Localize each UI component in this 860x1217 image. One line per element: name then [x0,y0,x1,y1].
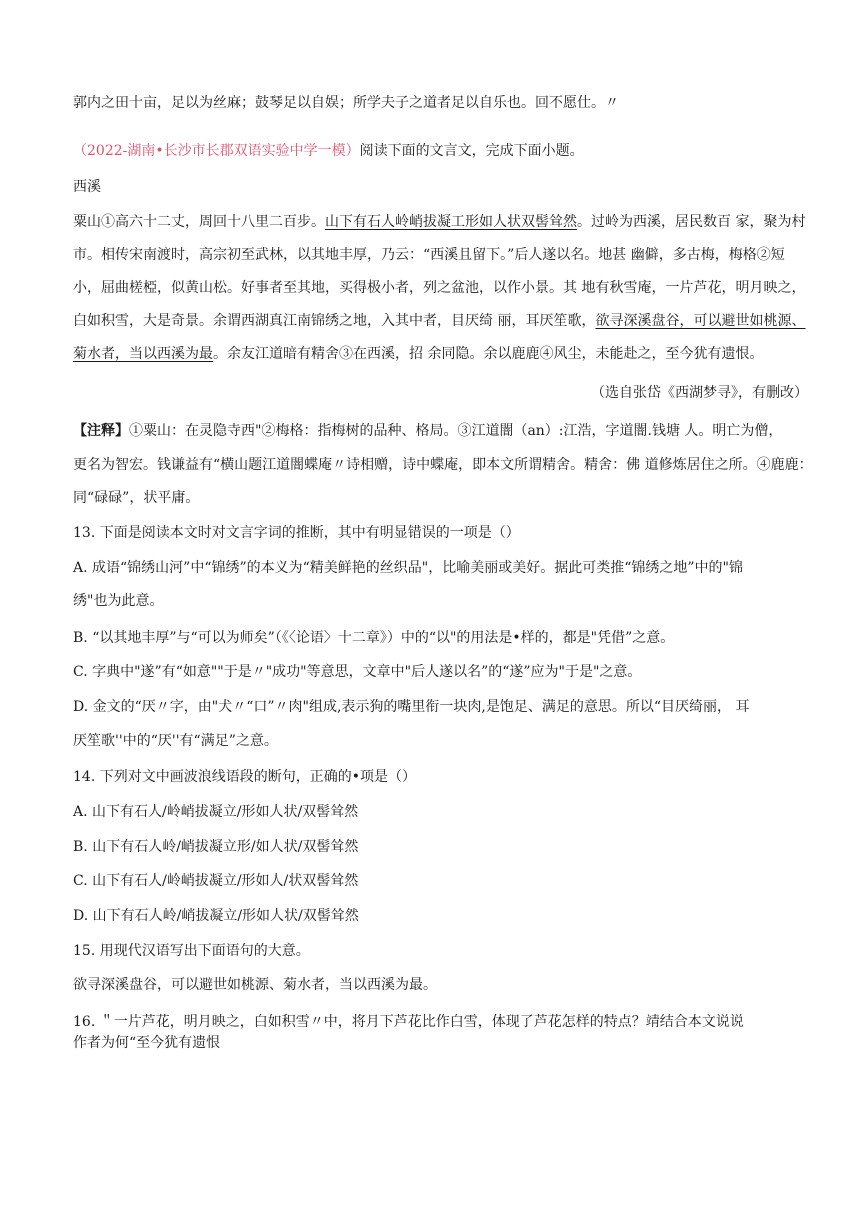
passage-line: 小，屈曲槎椏，似黄山松。好事者至其地，买得极小者，列之盆池，以作小景。其 地有秋雪庵，一片芦花，明月映之， [73,280,806,296]
question-15-stem: 15. 用现代汉语写出下面语句的大意。 [73,943,310,959]
notes-line: 同“碌碌”，状平庸。 [73,490,200,506]
q14-option-c: C. 山下有石人/岭峭拔凝立/形如人/状双髻耸然 [73,873,359,889]
passage-line [73,311,805,331]
instruction: 阅读下面的文言文，完成下面小题。 [359,143,584,159]
source-tag: （2022-湖南•长沙市长郡双语实验中学一模） [73,143,360,159]
q14-option-a: A. 山下有石人/岭峭拔凝立/形如人状/双髻耸然 [73,804,359,820]
q14-option-b: B. 山下有石人岭/峭拔凝立形/如人状/双髻耸然 [73,839,359,855]
attribution: （选自张岱《西湖梦寻》，有删改） [591,385,808,401]
passage-text: 白如积雪，大是奇景。余谓西湖真江南锦绣之地，入其中者，目厌绮 丽，耳厌笙歌， [73,313,596,329]
q13-option-d: D. 金文的“厌〃字，由"犬〃“口”〃肉"组成,表示狗的嘴里衔一块肉,是饱足、满足的意思。所以“目厌绮丽， 耳 [73,699,750,715]
passage-line [73,344,763,364]
notes-line: 更名为智宏。钱谦益有“横山题江道闇蝶庵〃诗相赠，诗中蝶庵，即本文所谓精舍。精舍：佛 道修炼居住之所。④鹿鹿： [73,457,813,473]
passage-text: 粟山①高六十二丈，周回十八里二百步。 [73,214,325,230]
passage-title: 西溪 [73,179,101,195]
text-line: 郭内之田十亩，足以为丝麻；鼓琴足以自娱；所学夫子之道者足以自乐也。回不愿仕。〃 [73,95,619,111]
question-16-stem: 16. ＂一片芦花，明月映之，白如积雪〃中，将月下芦花比作白雪，体现了芦花怎样的特点？靖结合本文说说 [73,1014,744,1030]
wavy-underlined-sentence: 山下有石人岭峭拔凝工形如人状双髻耸然 [325,214,577,230]
q13-option-d-cont: 厌笙歌''中的“厌''有“满足”之意。 [73,733,278,749]
notes-label: 【注释】 [73,423,129,439]
underlined-sentence: 欲寻深溪盘谷，可以避世如桃源、 [595,313,806,329]
underlined-sentence: 菊水者，当以西溪为最 [73,346,213,362]
passage-text: 。余友江道暗有精舍③在西溪，招 余同隐。余以鹿鹿④风尘，未能赴之，至今犹有遗恨。 [213,346,764,362]
question-14-stem: 14. 下列对文中画波浪线语段的断句，正确的•项是（） [73,769,416,785]
notes-text: ①粟山：在灵隐寺西"②梅格：指梅树的品种、格局。③江道闇（an）:江浩，字道闇.钱塘 人。明亡为僧， [129,423,783,439]
passage-text: 。过岭为西溪，居民数百 家，聚为村 [577,214,806,230]
question-16-stem-cont: 作者为何“至今犹有遗恨 [73,1035,221,1051]
q13-option-b: B. “以其地丰厚”与“可以为师矣”（《〈论语〉十二章》）中的“以"的用法是•样的，都是"凭借”之意。 [73,630,675,646]
passage-line [73,212,805,232]
q13-option-a-cont: 绣"也为此意。 [73,593,164,609]
q13-option-a: A. 成语“锦绣山河”中“锦绣”的本义为“精美鲜艳的丝织品"，比喻美丽或美好。据此可类推“锦绣之地”中的"锦 [73,560,743,576]
q13-option-c: C. 字典中"遂”有“如意""于是〃"成功"等意思，文章中"后人遂以名”的“遂”应为"于是"之意。 [73,664,642,680]
notes-line [73,421,782,441]
question-source-line [73,141,584,161]
passage-line: 市。相传宋南渡时，高宗初至武林，以其地丰厚，乃云：“西溪且留下。”后人遂以名。地甚 幽僻，多古梅，梅格②短 [73,247,785,263]
question-13-stem: 13. 下面是阅读本文时对文言字词的推断，其中有明显错误的一项是（） [73,525,520,541]
q15-sentence: 欲寻深溪盘谷，可以避世如桃源、菊水者，当以西溪为最。 [73,977,437,993]
q14-option-d: D. 山下有石人岭/峭拔凝立/形如人状/双髻耸然 [73,908,359,924]
